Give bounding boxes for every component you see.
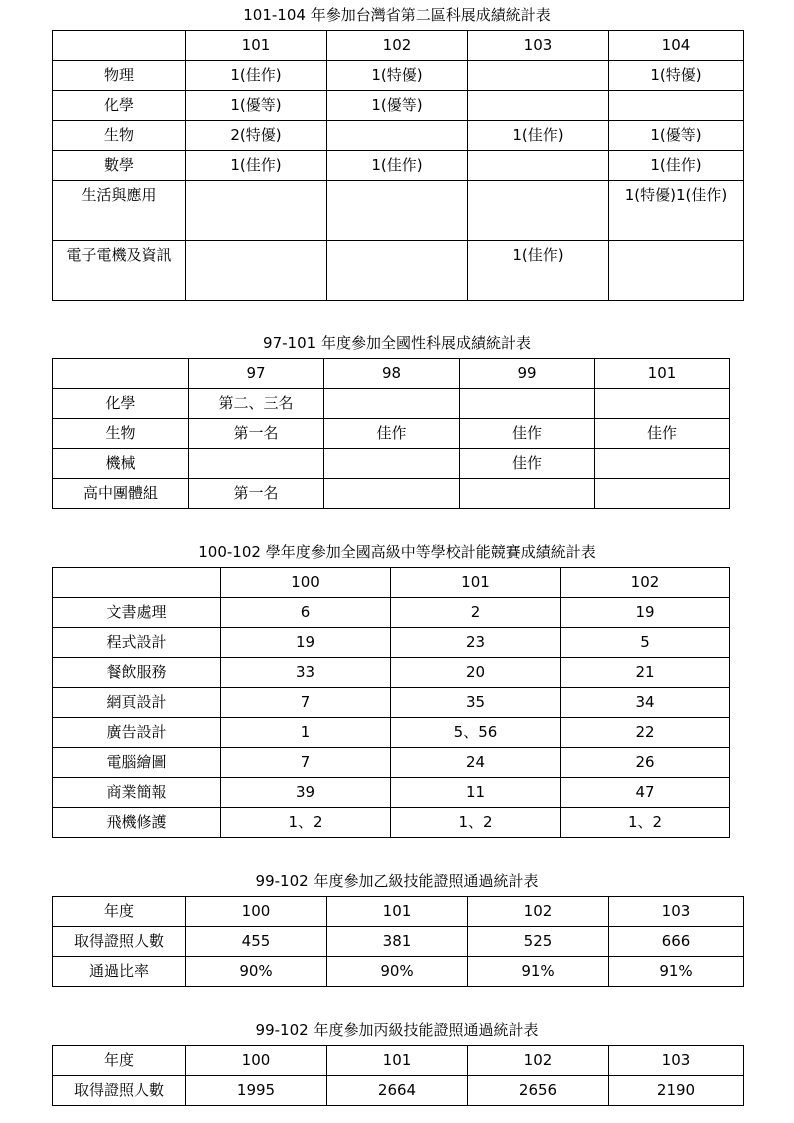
table-header-row xyxy=(53,359,730,389)
table-cell xyxy=(460,479,595,509)
table-cell: 2190 xyxy=(609,1076,744,1106)
header-cell: 101 xyxy=(327,1046,468,1076)
table-cell xyxy=(327,181,468,241)
table-row xyxy=(53,598,730,628)
table-cell: 7 xyxy=(221,688,391,718)
table-row xyxy=(53,628,730,658)
table-row xyxy=(53,151,744,181)
table-cell: 1 xyxy=(221,718,391,748)
table-cell xyxy=(595,449,730,479)
table1-title: 101-104 年參加台灣省第二區科展成績統計表 xyxy=(243,6,551,24)
table-row xyxy=(53,449,730,479)
row-label: 化學 xyxy=(53,91,186,121)
table4-title: 99-102 年度參加乙級技能證照通過統計表 xyxy=(255,872,539,890)
table-cell: 1(特優)1(佳作) xyxy=(609,181,744,241)
table-row xyxy=(53,778,730,808)
table-cell: 26 xyxy=(561,748,730,778)
table3-title: 100-102 學年度參加全國高級中等學校計能競賽成績統計表 xyxy=(198,543,596,561)
table-cell: 1(特優) xyxy=(327,61,468,91)
table-cell: 5 xyxy=(561,628,730,658)
table-cell: 5、56 xyxy=(391,718,561,748)
header-cell xyxy=(53,359,189,389)
table-cell: 90% xyxy=(186,957,327,987)
table-cell xyxy=(468,91,609,121)
header-cell: 102 xyxy=(327,31,468,61)
table-cell: 35 xyxy=(391,688,561,718)
table-cell: 1(佳作) xyxy=(609,151,744,181)
table-cell: 佳作 xyxy=(460,449,595,479)
table-row xyxy=(53,808,730,838)
table-cell: 20 xyxy=(391,658,561,688)
table-cell: 2(特優) xyxy=(186,121,327,151)
table-cell: 39 xyxy=(221,778,391,808)
table1 xyxy=(52,30,744,301)
row-label: 程式設計 xyxy=(53,628,221,658)
row-label: 生活與應用 xyxy=(53,181,186,241)
table-header-row xyxy=(53,897,744,927)
table-cell: 佳作 xyxy=(324,419,460,449)
table-cell: 47 xyxy=(561,778,730,808)
table-cell: 1(佳作) xyxy=(327,151,468,181)
table3 xyxy=(52,567,730,838)
table5-title: 99-102 年度參加丙級技能證照通過統計表 xyxy=(255,1021,539,1039)
row-label: 數學 xyxy=(53,151,186,181)
table-row xyxy=(53,121,744,151)
table-cell: 1(佳作) xyxy=(468,241,609,301)
table-cell xyxy=(324,449,460,479)
header-cell: 98 xyxy=(324,359,460,389)
row-label: 物理 xyxy=(53,61,186,91)
header-cell: 102 xyxy=(468,897,609,927)
table-cell xyxy=(595,479,730,509)
table-cell: 90% xyxy=(327,957,468,987)
table-row xyxy=(53,1076,744,1106)
header-cell: 101 xyxy=(595,359,730,389)
table-cell xyxy=(324,389,460,419)
table-cell: 1、2 xyxy=(391,808,561,838)
table-row xyxy=(53,748,730,778)
table-row xyxy=(53,479,730,509)
header-cell: 101 xyxy=(327,897,468,927)
header-cell: 102 xyxy=(561,568,730,598)
table-cell xyxy=(468,181,609,241)
table-cell: 19 xyxy=(561,598,730,628)
table-cell xyxy=(609,241,744,301)
header-cell: 99 xyxy=(460,359,595,389)
header-cell: 100 xyxy=(186,897,327,927)
table-row xyxy=(53,658,730,688)
header-cell: 102 xyxy=(468,1046,609,1076)
header-cell: 100 xyxy=(186,1046,327,1076)
table-row xyxy=(53,241,744,301)
table-cell xyxy=(186,241,327,301)
table-cell: 1(優等) xyxy=(327,91,468,121)
table-cell: 第二、三名 xyxy=(189,389,324,419)
table-row xyxy=(53,927,744,957)
table-cell: 455 xyxy=(186,927,327,957)
row-label: 取得證照人數 xyxy=(53,1076,186,1106)
row-label: 飛機修護 xyxy=(53,808,221,838)
table-cell xyxy=(324,479,460,509)
table-cell: 23 xyxy=(391,628,561,658)
table-cell: 91% xyxy=(468,957,609,987)
header-cell xyxy=(53,31,186,61)
table-cell: 34 xyxy=(561,688,730,718)
table-row xyxy=(53,181,744,241)
table-cell: 91% xyxy=(609,957,744,987)
table-cell: 1、2 xyxy=(561,808,730,838)
header-cell: 103 xyxy=(609,897,744,927)
table-cell: 1(佳作) xyxy=(186,61,327,91)
header-cell: 97 xyxy=(189,359,324,389)
row-label: 餐飲服務 xyxy=(53,658,221,688)
table-cell: 2656 xyxy=(468,1076,609,1106)
table-cell xyxy=(186,181,327,241)
row-label: 電腦繪圖 xyxy=(53,748,221,778)
header-cell: 104 xyxy=(609,31,744,61)
table-row xyxy=(53,688,730,718)
table-cell: 19 xyxy=(221,628,391,658)
header-cell: 103 xyxy=(468,31,609,61)
header-cell: 100 xyxy=(221,568,391,598)
table-cell: 1(佳作) xyxy=(186,151,327,181)
header-cell: 101 xyxy=(186,31,327,61)
table-cell: 525 xyxy=(468,927,609,957)
table-cell: 1995 xyxy=(186,1076,327,1106)
table-cell: 1(佳作) xyxy=(468,121,609,151)
table-row xyxy=(53,91,744,121)
row-label: 電子電機及資訊 xyxy=(53,241,186,301)
table-cell: 21 xyxy=(561,658,730,688)
header-cell: 年度 xyxy=(53,1046,186,1076)
table-cell xyxy=(595,389,730,419)
table-cell: 6 xyxy=(221,598,391,628)
table-cell xyxy=(460,389,595,419)
table-cell: 第一名 xyxy=(189,479,324,509)
table-cell: 佳作 xyxy=(595,419,730,449)
table-row xyxy=(53,419,730,449)
header-cell: 年度 xyxy=(53,897,186,927)
row-label: 通過比率 xyxy=(53,957,186,987)
table-cell: 381 xyxy=(327,927,468,957)
row-label: 廣告設計 xyxy=(53,718,221,748)
table-cell xyxy=(468,61,609,91)
table4 xyxy=(52,896,744,987)
table2 xyxy=(52,358,730,509)
table-cell: 1、2 xyxy=(221,808,391,838)
table-header-row xyxy=(53,568,730,598)
table-row xyxy=(53,718,730,748)
table-cell: 22 xyxy=(561,718,730,748)
header-cell: 103 xyxy=(609,1046,744,1076)
table-header-row xyxy=(53,31,744,61)
table-cell xyxy=(609,91,744,121)
table5 xyxy=(52,1045,744,1106)
table-cell: 2664 xyxy=(327,1076,468,1106)
row-label: 化學 xyxy=(53,389,189,419)
row-label: 生物 xyxy=(53,419,189,449)
table-cell: 24 xyxy=(391,748,561,778)
row-label: 生物 xyxy=(53,121,186,151)
table-cell: 1(優等) xyxy=(186,91,327,121)
table-cell: 佳作 xyxy=(460,419,595,449)
table-cell xyxy=(327,121,468,151)
table-cell xyxy=(189,449,324,479)
header-cell xyxy=(53,568,221,598)
table2-title: 97-101 年度參加全國性科展成績統計表 xyxy=(263,334,531,352)
table-cell: 1(優等) xyxy=(609,121,744,151)
table-row xyxy=(53,61,744,91)
table-cell: 666 xyxy=(609,927,744,957)
table-cell xyxy=(327,241,468,301)
table-cell: 7 xyxy=(221,748,391,778)
table-header-row xyxy=(53,1046,744,1076)
row-label: 網頁設計 xyxy=(53,688,221,718)
table-cell: 11 xyxy=(391,778,561,808)
header-cell: 101 xyxy=(391,568,561,598)
table-row xyxy=(53,957,744,987)
table-cell: 2 xyxy=(391,598,561,628)
table-cell: 第一名 xyxy=(189,419,324,449)
table-cell: 33 xyxy=(221,658,391,688)
table-row xyxy=(53,389,730,419)
row-label: 商業簡報 xyxy=(53,778,221,808)
table-cell: 1(特優) xyxy=(609,61,744,91)
row-label: 取得證照人數 xyxy=(53,927,186,957)
table-cell xyxy=(468,151,609,181)
row-label: 文書處理 xyxy=(53,598,221,628)
row-label: 高中團體組 xyxy=(53,479,189,509)
row-label: 機械 xyxy=(53,449,189,479)
